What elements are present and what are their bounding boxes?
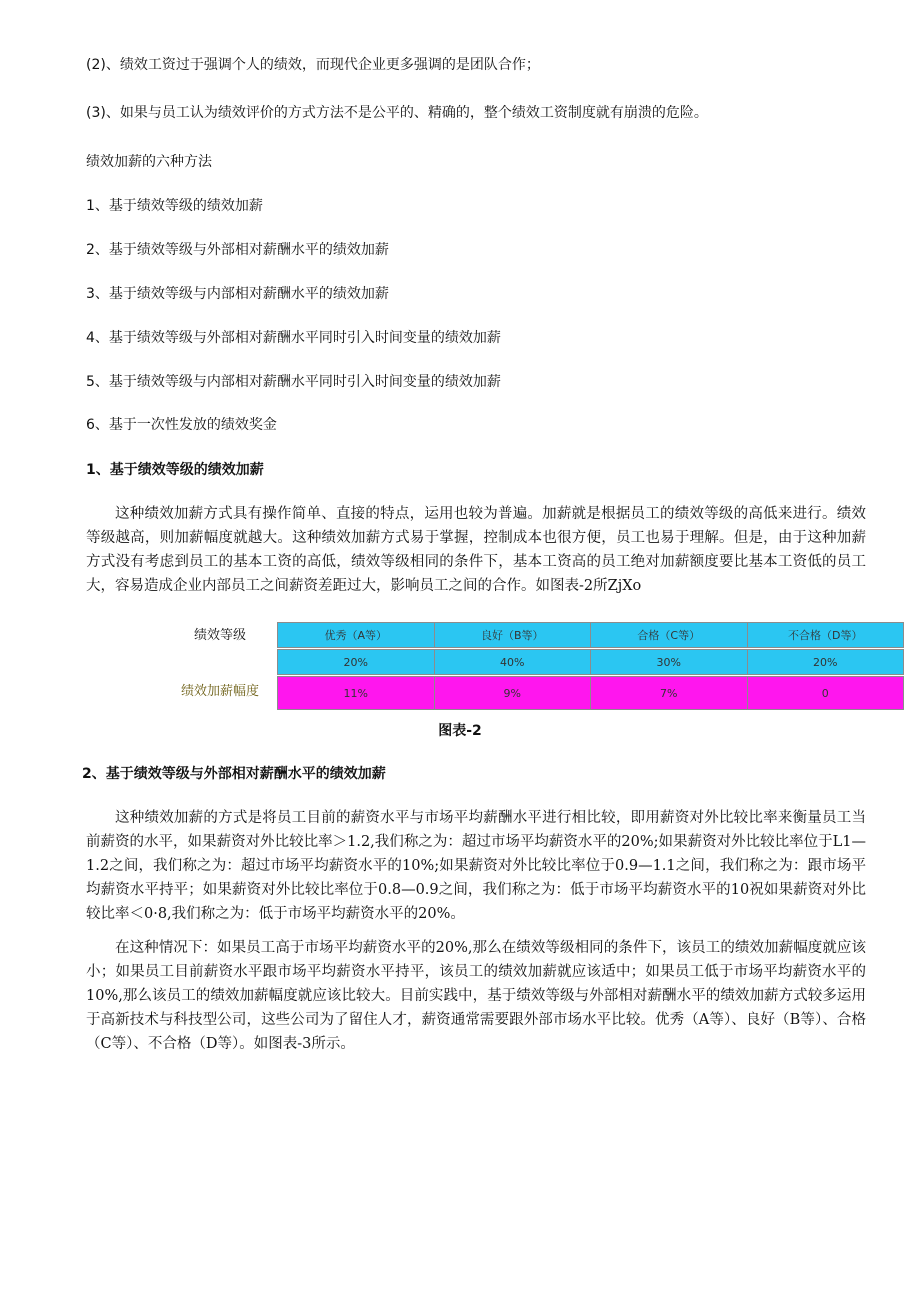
raise-cell: 7% bbox=[590, 676, 748, 710]
section-heading-2: 2、基于绩效等级与外部相对薪酬水平的绩效加薪 bbox=[82, 766, 386, 782]
method-item-3: 3、基于绩效等级与内部相对薪酬水平的绩效加薪 bbox=[86, 286, 389, 302]
row-label-grade: 绩效等级 bbox=[193, 628, 246, 643]
paragraph-2: 这种绩效加薪的方式是将员工目前的薪资水平与市场平均薪酬水平进行相比较，即用薪资对外比较比率来衡量员工当前薪资的水平，如果薪资对外比较比率＞1.2,我们称之为：超过市场平均薪资水平的20%;如果薪资对外比较比率位于L1—1.2之间，我们称之为：超过市场平均薪资水平的10%;如果薪资对外比较比率位于0.9—1.1之间，我们称之为：跟市场平均薪资水平持平；如果薪资对外比较比率位于0.8—0.9之间，我们称之为：低于市场平均薪资水平的10祝如果薪资对外比较比率＜0·8,我们称之为：低于市场平均薪资水平的20%。 bbox=[86, 810, 866, 922]
distribution-cell: 30% bbox=[590, 649, 748, 675]
figure-table-2 bbox=[160, 616, 863, 712]
raise-cell: 9% bbox=[434, 676, 592, 710]
row-label-raise: 绩效加薪幅度 bbox=[180, 684, 259, 699]
method-item-2: 2、基于绩效等级与外部相对薪酬水平的绩效加薪 bbox=[86, 242, 389, 258]
paragraph-1: 这种绩效加薪方式具有操作简单、直接的特点，运用也较为普遍。加薪就是根据员工的绩效等级的高低来进行。绩效等级越高，则加薪幅度就越大。这种绩效加薪方式易于掌握，控制成本也很方便，员工也易于理解。但是，由于这种加薪方式没有考虑到员工的基本工资的高低，绩效等级相同的条件下，基本工资高的员工绝对加薪额度要比基本工资低的员工大，容易造成企业内部员工之间薪资差距过大，影响员工之间的合作。如图表-2所ZjXo bbox=[86, 506, 866, 594]
method-item-5: 5、基于绩效等级与内部相对薪酬水平同时引入时间变量的绩效加薪 bbox=[86, 374, 501, 390]
raise-row bbox=[278, 676, 904, 708]
grade-cell: 合格（C等） bbox=[590, 622, 748, 648]
distribution-cell: 20% bbox=[277, 649, 435, 675]
distribution-cell: 40% bbox=[434, 649, 592, 675]
method-item-1: 1、基于绩效等级的绩效加薪 bbox=[86, 198, 263, 214]
text-line-point-2: (2)、绩效工资过于强调个人的绩效，而现代企业更多强调的是团队合作； bbox=[86, 57, 540, 73]
method-item-4: 4、基于绩效等级与外部相对薪酬水平同时引入时间变量的绩效加薪 bbox=[86, 330, 501, 346]
method-item-6: 6、基于一次性发放的绩效奖金 bbox=[86, 417, 277, 433]
distribution-row bbox=[278, 649, 904, 673]
distribution-cell: 20% bbox=[747, 649, 905, 675]
grade-cell: 良好（B等） bbox=[434, 622, 592, 648]
grade-row bbox=[278, 622, 904, 646]
figure-caption: 图表-2 bbox=[438, 723, 482, 739]
methods-heading: 绩效加薪的六种方法 bbox=[86, 154, 212, 170]
grade-cell: 不合格（D等） bbox=[747, 622, 905, 648]
text-line-point-3: (3)、如果与员工认为绩效评价的方式方法不是公平的、精确的，整个绩效工资制度就有崩溃的危险。 bbox=[86, 105, 708, 121]
paragraph-3: 在这种情况下：如果员工高于市场平均薪资水平的20%,那么在绩效等级相同的条件下，该员工的绩效加薪幅度就应该小；如果员工目前薪资水平跟市场平均薪资水平持平，该员工的绩效加薪就应该适中；如果员工低于市场平均薪资水平的10%,那么该员工的绩效加薪幅度就应该比较大。目前实践中，基于绩效等级与外部相对薪酬水平的绩效加薪方式较多运用于高新技术与科技型公司，这些公司为了留住人才，薪资通常需要跟外部市场水平比较。优秀（A等）、良好（B等）、合格（C等）、不合格（D等）。如图表-3所示。 bbox=[86, 940, 866, 1052]
raise-cell: 0 bbox=[747, 676, 905, 710]
section-heading-1: 1、基于绩效等级的绩效加薪 bbox=[86, 462, 264, 478]
raise-cell: 11% bbox=[277, 676, 435, 710]
grade-cell: 优秀（A等） bbox=[277, 622, 435, 648]
